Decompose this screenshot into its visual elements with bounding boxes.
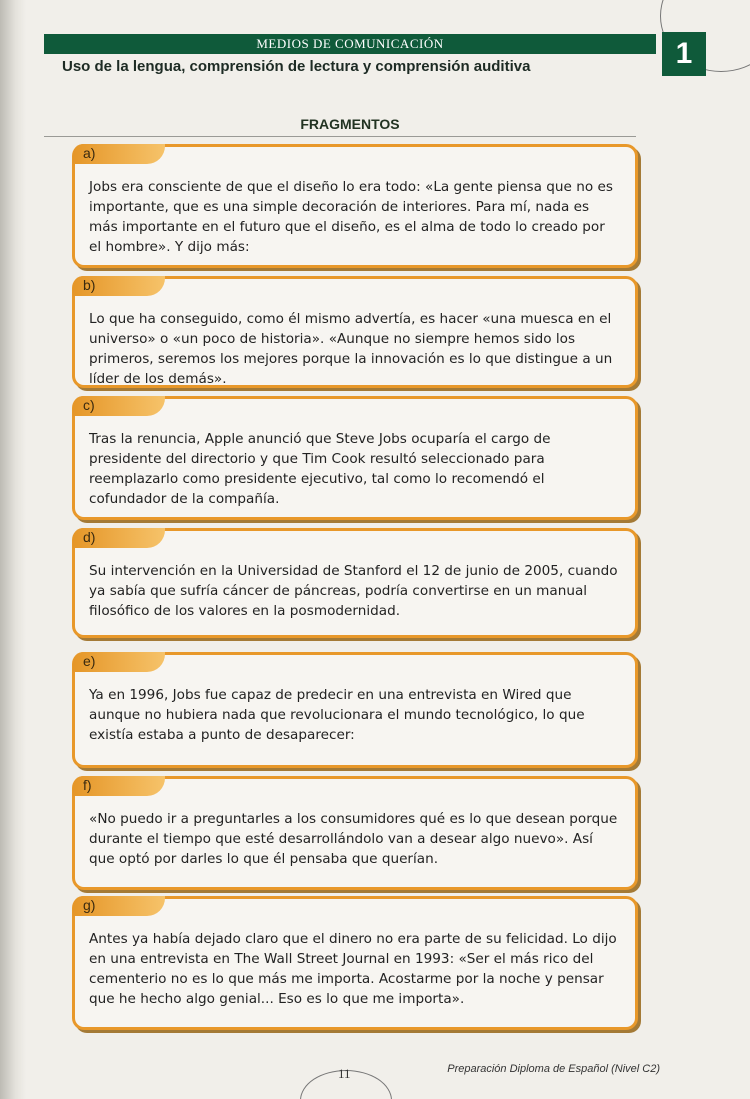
section-title: MEDIOS DE COMUNICACIÓN (256, 36, 444, 51)
fragment-label: f) (83, 777, 92, 793)
fragment-tag (73, 896, 165, 916)
section-band (44, 34, 656, 54)
page-spine-shadow (0, 0, 26, 1099)
fragment-label: c) (83, 397, 95, 413)
fragment-tag (73, 276, 165, 296)
fragment-tag (73, 652, 165, 672)
fragment-text: Jobs era consciente de que el diseño lo era todo: «La gente piensa que no es importante, que es una simple decoración de interiores. Para mí, nada es más importante en el futuro que el diseño, es el alma de todo lo creado por el hombre». Y dijo más: (89, 179, 613, 255)
fragment-card-f (72, 776, 638, 890)
fragment-label: a) (83, 145, 96, 161)
fragment-text: Antes ya había dejado claro que el dinero no era parte de su felicidad. Lo dijo en una entrevista en The Wall Street Journal en 1993: «Ser el más rico del cementerio no es lo que más me importa. Acostarme por la noche y pensar que he hecho algo genial... Eso es lo que me importa». (89, 931, 617, 1007)
heading-divider (44, 136, 636, 137)
fragment-text: Lo que ha conseguido, como él mismo advertía, es hacer «una muesca en el universo» o «un poco de historia». «Aunque no siempre hemos sido los primeros, seremos los mejores porque la innovación es lo que distingue a un líder de los demás». (89, 311, 613, 387)
fragment-card-e (72, 652, 638, 768)
fragment-tag (73, 144, 165, 164)
fragment-card-g (72, 896, 638, 1030)
fragment-text: Ya en 1996, Jobs fue capaz de predecir en una entrevista en Wired que aunque no hubiera nada que revolucionara el mundo tecnológico, lo que existía estaba a punto de desaparecer: (89, 687, 585, 743)
fragment-text: Su intervención en la Universidad de Stanford el 12 de junio de 2005, cuando ya sabía que sufría cáncer de páncreas, podría convertirse en un manual filosófico de los valores en la posmodernidad. (89, 563, 618, 619)
fragment-tag (73, 776, 165, 796)
fragment-label: g) (83, 897, 96, 913)
fragment-text: Tras la renuncia, Apple anunció que Steve Jobs ocuparía el cargo de presidente del directorio y que Tim Cook resultó seleccionado para reemplazarlo como presidente ejecutivo, tal como lo recomendó el cofundador de la compañía. (89, 431, 551, 507)
fragment-tag (73, 528, 165, 548)
fragment-card-a (72, 144, 638, 268)
page-number: 11 (338, 1066, 351, 1081)
fragment-card-d (72, 528, 638, 638)
fragment-card-c (72, 396, 638, 520)
fragment-label: e) (83, 653, 96, 669)
fragment-label: b) (83, 277, 96, 293)
section-subtitle: Uso de la lengua, comprensión de lectura y comprensión auditiva (62, 58, 531, 75)
fragment-tag (73, 396, 165, 416)
fragment-label: d) (83, 529, 96, 545)
fragment-text: «No puedo ir a preguntarles a los consumidores qué es lo que desean porque durante el tiempo que esté desarrollándolo van a desear algo nuevo». Así que optó por darles lo que él pensaba que querían. (89, 811, 618, 867)
fragment-card-b (72, 276, 638, 388)
chapter-number-badge: 1 (662, 32, 706, 76)
page-heading: FRAGMENTOS (300, 116, 400, 132)
book-title: Preparación Diploma de Español (Nivel C2) (447, 1063, 660, 1075)
